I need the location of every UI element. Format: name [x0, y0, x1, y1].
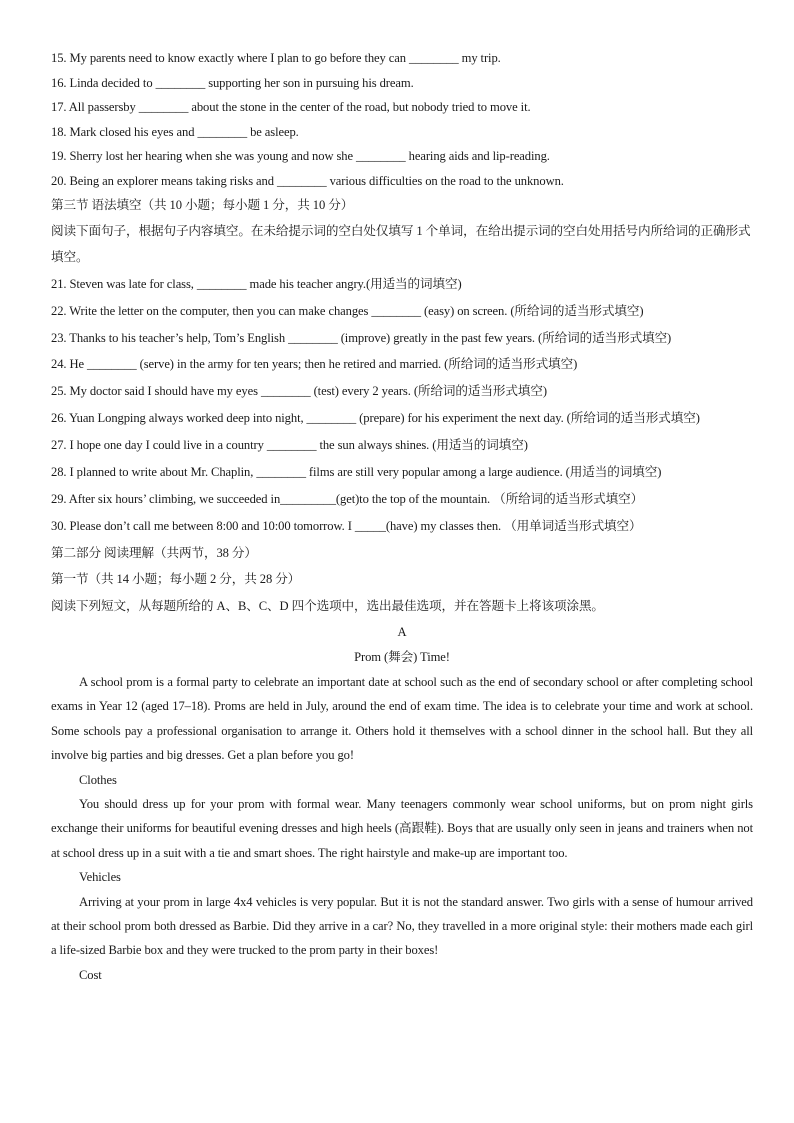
cost-heading: Cost: [79, 967, 102, 982]
vehicles-paragraph: Arriving at your prom in large 4x4 vehicles is very popular. But it is not the standard answer. Two girls with a sense of humour arrived at their school prom both dressed as Barbie. Did they arrive in a car? No, they travelled in a more original style: their mothers made each girl a life-sized Barbie box and they were trucked to the prom party in their boxes!: [51, 894, 753, 958]
clothes-heading: Clothes: [79, 772, 117, 787]
part2-section1-heading: 第一节（共 14 小题；每小题 2 分，共 28 分）: [51, 572, 301, 586]
question-28: 28. I planned to write about Mr. Chaplin, ________ films are still very popular among a large audience. (用适当的词填空): [51, 464, 662, 479]
part2-instruction: 阅读下列短文，从每题所给的 A、B、C、D 四个选项中，选出最佳选项，并在答题卡上将该项涂黑。: [51, 598, 604, 613]
question-21: 21. Steven was late for class, ________ made his teacher angry.(用适当的词填空): [51, 276, 462, 291]
question-19: 19. Sherry lost her hearing when she was young and now she ________ hearing aids and lip-reading.: [51, 149, 550, 163]
clothes-paragraph: You should dress up for your prom with formal wear. Many teenagers commonly wear school uniforms, but on prom night girls exchange their uniforms for beautiful evening dresses and high heels (高跟鞋). Boys that are usually only seen in jeans and trainers when not at school dress up in a suit with a tie and smart shoes. The right hairstyle and make-up are important too.: [51, 797, 753, 860]
question-15: 15. My parents need to know exactly where I plan to go before they can ________ my trip.: [51, 51, 501, 65]
question-27: 27. I hope one day I could live in a country ________ the sun always shines. (用适当的词填空): [51, 437, 528, 452]
question-30: 30. Please don’t call me between 8:00 and 10:00 tomorrow. I _____(have) my classes then. （用单词适当形式填空）: [51, 518, 642, 533]
passage-title: Prom (舞会) Time!: [354, 650, 450, 664]
passage-intro-paragraph: A school prom is a formal party to celebrate an important date at school such as the end of secondary school or after completing school exams in Year 12 (aged 17–18). Proms are held in July, around the end of exam time. The idea is to celebrate your time and work at school. Some schools pay a professional organisation to arrange it. Others hold it themselves with a school dinner in the school hall. But they all involve big parties and big dresses. Get a plan before you go!: [51, 675, 753, 763]
section3-instruction: 阅读下面句子，根据句子内容填空。在未给提示词的空白处仅填写 1 个单词，在给出提示词的空白处用括号内所给词的正确形式填空。: [51, 223, 751, 264]
section3-heading: 第三节 语法填空（共 10 小题；每小题 1 分，共 10 分）: [51, 198, 354, 212]
question-17: 17. All passersby ________ about the stone in the center of the road, but nobody tried to move it.: [51, 100, 531, 114]
question-25: 25. My doctor said I should have my eyes ________ (test) every 2 years. (所给词的适当形式填空): [51, 384, 547, 398]
question-22: 22. Write the letter on the computer, then you can make changes ________ (easy) on screen. (所给词的适当形式填空): [51, 303, 644, 318]
part2-heading: 第二部分 阅读理解（共两节，38 分）: [51, 545, 257, 560]
vehicles-heading: Vehicles: [79, 870, 121, 885]
passage-label: A: [397, 625, 407, 639]
question-24: 24. He ________ (serve) in the army for ten years; then he retired and married. (所给词的适当形式填空): [51, 357, 578, 371]
question-29: 29. After six hours’ climbing, we succeeded in_________(get)to the top of the mountain. （所给词的适当形式填空）: [51, 491, 644, 506]
question-23: 23. Thanks to his teacher’s help, Tom’s English ________ (improve) greatly in the past few years. (所给词的适当形式填空): [51, 330, 672, 345]
question-20: 20. Being an explorer means taking risks and ________ various difficulties on the road to the unknown.: [51, 173, 564, 188]
question-18: 18. Mark closed his eyes and ________ be asleep.: [51, 124, 299, 139]
question-26: 26. Yuan Longping always worked deep into night, ________ (prepare) for his experiment the next day. (所给词的适当形式填空): [51, 411, 700, 425]
exam-page: [51, 46, 753, 987]
question-16: 16. Linda decided to ________ supporting her son in pursuing his dream.: [51, 75, 414, 90]
